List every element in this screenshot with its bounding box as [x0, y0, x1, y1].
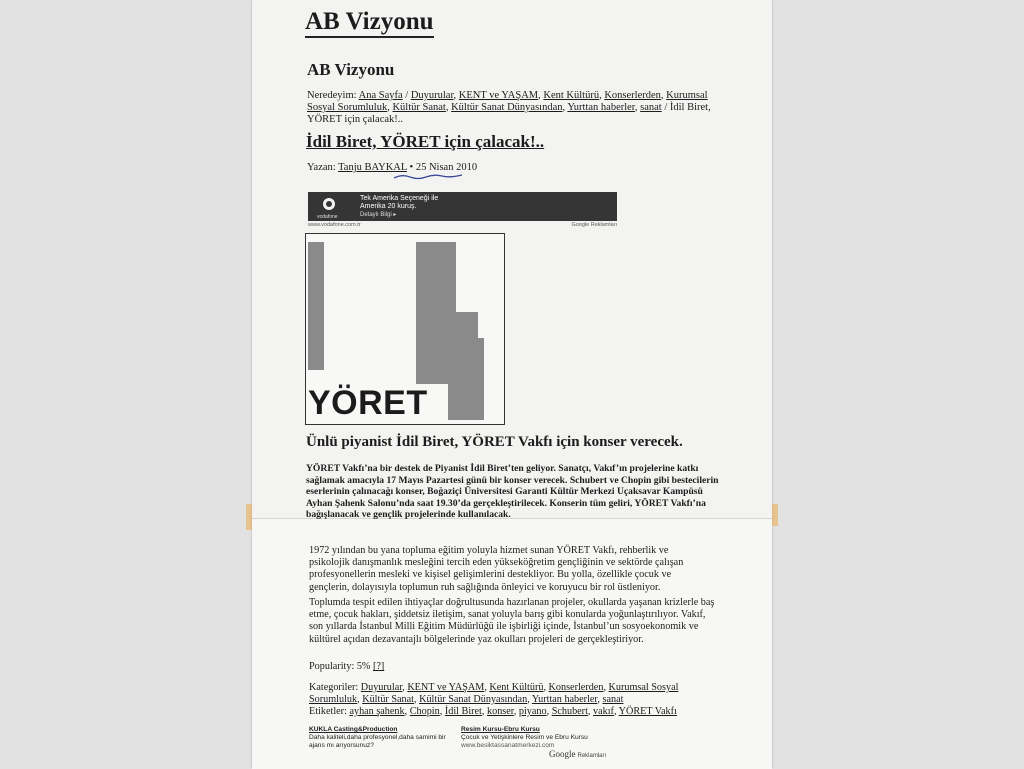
ad-text: Daha kaliteli,daha profesyonel,daha samimi bir ajans mı arıyorsunuz? [309, 734, 446, 749]
article-title[interactable]: İdil Biret, YÖRET için çalacak!.. [306, 132, 545, 151]
breadcrumb: Neredeyim: Ana Sayfa / Duyurular, KENT ve YAŞAM, Kent Kültürü, Konserlerden, Kurumsal Sosyal Sorumluluk, Kültür Sanat, Kültür Sanat Dünyasından, Yurttan haberler, sanat / İdil Biret, YÖRET için çalacak!.. [307, 90, 711, 125]
popularity-value: 5% [356, 661, 371, 672]
categories-label: Kategoriler: [309, 682, 359, 693]
google-brand: Google [549, 749, 576, 759]
tag-link[interactable]: Schubert [551, 705, 588, 717]
article-lede: YÖRET Vakfı’na bir destek de Piyanist İdil Biret’ten geliyor. Sanatçı, Vakıf’ın projelerine katkı sağlamak amacıyla 17 Mayıs Pazartesi günü bir konser verecek. Schubert ve Chopin gibi bestecilerin eserlerinin çalınacağı konser, Boğaziçi Üniversitesi Garanti Kültür Merkezi Uçaksavar Kampüsü Ayhan Şahenk Salonu’nda saat 19.30’da gerçekleştirilecek. Konserin tüm geliri, YÖRET Vakfı’na bağışlanacak ve gençlik projelerinde kullanılacak. [306, 463, 719, 521]
article-paragraph-2: Toplumda tespit edilen ihtiyaçlar doğrultusunda hazırlanan projeler, okullarda yaşanan krizlerle baş etme, çocuk hakları, şiddetsiz iletişim, sanat yoluyla barış gibi konularda yoğunlaştırılıyor. Vakıf, son yıllarda İstanbul Milli Eğitim Müdürlüğü ile işbirliği içinde, İstanbul’un sosyoekonomik ve kültürel açıdan dezavantajlı bölgelerinde yaz okulları projeleri de gerçekleştiriyor. [309, 597, 715, 645]
taxonomy [309, 682, 719, 717]
yoret-logo [305, 233, 505, 425]
banner-footer [308, 222, 617, 228]
tags-label: Etiketler: [309, 705, 347, 717]
article-subhead: Ünlü piyanist İdil Biret, YÖRET Vakfı için konser verecek. [306, 434, 683, 450]
banner-detail: Detaylı Bilgi ▸ [360, 212, 397, 218]
ad-title[interactable]: KUKLA Casting&Production [309, 726, 398, 733]
article-date: 25 Nisan 2010 [415, 162, 478, 173]
popularity [309, 661, 384, 672]
breadcrumb-kent-yasam[interactable]: KENT ve YAŞAM [458, 90, 539, 101]
tag-link[interactable]: ayhan şahenk [349, 705, 405, 717]
ad-url[interactable]: www.besiktassanatmerkezi.com [461, 742, 555, 749]
category-link[interactable]: Kültür Sanat [362, 693, 414, 705]
banner-ads-label: Google Reklamları [571, 222, 617, 228]
banner-detail-label: Detaylı Bilgi [360, 212, 392, 218]
tags-line: Etiketler: ayhan şahenk, Chopin, İdil Biret, konser, piyano, Schubert, vakıf, YÖRET Vakfı [309, 705, 677, 717]
google-ads-label [549, 749, 606, 759]
breadcrumb-kent-kulturu[interactable]: Kent Kültürü [543, 90, 600, 101]
ad-text: Çocuk ve Yetişkinlere Resim ve Ebru Kursu [461, 734, 588, 741]
breadcrumb-prefix: Neredeyim: [307, 90, 357, 101]
breadcrumb-konserlerden[interactable]: Konserlerden [604, 90, 661, 101]
breadcrumb-duyurular[interactable]: Duyurular [410, 90, 454, 101]
categories-line: Kategoriler: Duyurular, KENT ve YAŞAM, Kent Kültürü, Konserlerden, Kurumsal Sosyal Sorumluluk, Kültür Sanat, Kültür Sanat Dünyasından, Yurttan haberler, sanat [309, 682, 679, 705]
banner-url[interactable]: www.vodafone.com.tr [308, 222, 361, 228]
author-link[interactable]: Tanju BAYKAL [338, 162, 407, 173]
breadcrumb-home[interactable]: Ana Sayfa [358, 90, 403, 101]
tag-link[interactable]: konser [487, 705, 514, 717]
breadcrumb-sanat[interactable]: sanat [640, 102, 662, 113]
tag-link[interactable]: vakıf [593, 705, 614, 717]
breadcrumb-current: İdil Biret, YÖRET için çalacak!.. [307, 102, 711, 125]
category-link[interactable]: Yurttan haberler [531, 693, 598, 705]
category-link[interactable]: sanat [602, 693, 624, 705]
popularity-help-link[interactable]: [?] [372, 661, 385, 672]
category-link[interactable]: Kent Kültürü [489, 682, 544, 693]
banner-line2: Amerika 20 kuruş. [360, 203, 417, 210]
folder-edge-right [772, 504, 778, 526]
text-ad-kukla[interactable] [309, 726, 454, 750]
breadcrumb-kurumsal[interactable]: Kurumsal Sosyal Sorumluluk [307, 90, 708, 113]
popularity-label: Popularity: [309, 661, 355, 672]
site-name: AB Vizyonu [307, 60, 395, 79]
breadcrumb-kultur-sanat-dunyasi[interactable]: Kültür Sanat Dünyasından [451, 102, 563, 113]
category-link[interactable]: Konserlerden [548, 682, 604, 693]
category-link[interactable]: Kültür Sanat Dünyasından [419, 693, 528, 705]
text-ad-resim-kursu[interactable] [461, 726, 611, 750]
tag-link[interactable]: Chopin [409, 705, 440, 717]
banner-line1: Tek Amerika Seçeneği ile [360, 195, 439, 202]
byline-prefix: Yazan: [307, 162, 336, 173]
ad-title[interactable]: Resim Kursu-Ebru Kursu [461, 726, 540, 733]
banner-brand: vodafone [317, 214, 338, 220]
breadcrumb-kultur-sanat[interactable]: Kültür Sanat [392, 102, 446, 113]
article-paragraph-1: 1972 yılından bu yana topluma eğitim yoluyla hizmet sunan YÖRET Vakfı, rehberlik ve psikolojik danışmanlık mesleğini tercih eden yükseköğretim gençliğinin ve sektörde çalışan profesyonellerin mesleki ve kişisel gelişimlerini destekliyor. Bu yolla, özellikle çocuk ve gençlerin, dolayısıyla toplumun ruh sağlığında önleyici ve koruyucu bir rol üstleniyor. [309, 545, 684, 593]
category-link[interactable]: Duyurular [360, 682, 403, 693]
breadcrumb-yurttan[interactable]: Yurttan haberler [567, 102, 635, 113]
google-ads-text: Reklamları [577, 753, 607, 759]
byline: Yazan: Tanju BAYKAL • 25 Nisan 2010 [307, 162, 478, 173]
category-link[interactable]: KENT ve YAŞAM [407, 682, 485, 693]
category-link[interactable]: Kurumsal Sosyal Sorumluluk [309, 682, 679, 705]
yoret-logo-word: YÖRET [308, 384, 428, 422]
banner-ad[interactable] [308, 192, 617, 221]
pen-underline-mark [392, 173, 464, 181]
masthead-title: AB Vizyonu [305, 8, 434, 38]
tag-link[interactable]: YÖRET Vakfı [618, 705, 677, 717]
banner-text [360, 195, 438, 211]
tag-link[interactable]: İdil Biret [444, 705, 482, 717]
folder-edge-left [246, 504, 252, 530]
tag-link[interactable]: piyano [518, 705, 547, 717]
